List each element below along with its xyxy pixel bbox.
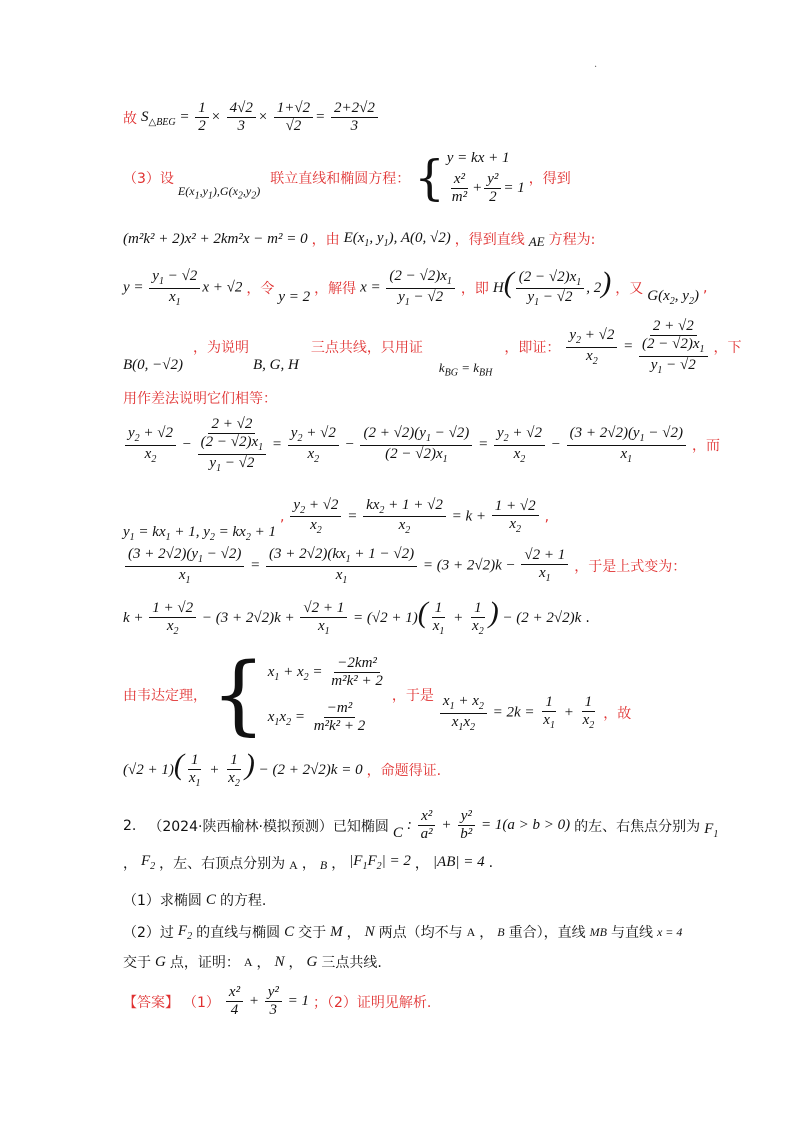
formula-n: N — [364, 923, 375, 940]
formula-b2: B — [497, 924, 505, 939]
second-term-line — [123, 546, 686, 586]
transformed-line: k + $\frac{1 + √2}{x_2}$ − (3 + 2√2)k + $\frac{√2 + 1}{x_1}$ = (√2 + 1)( $\frac{1}{x_1}$ + $\frac{1}{x_2}$ ) − (2 + 2√2)k . — [123, 596, 590, 637]
formula-y-values: $y_1 = kx_1 + 1$, $y_2 = kx_2 + 1$ — [123, 524, 276, 543]
gu-text: 故 — [123, 110, 137, 127]
formula-f2b: $F_2$ — [177, 922, 193, 942]
formula-difference: $\frac{y_2 + √2}{x_2}$ − $\frac{2 + √2}{\frac{(2 - √2)x_1}{y_1 - √2}}$ = $\frac{y_2 + √2}{x_2}$ − $\frac{(2 + √2)(y_1 - √2)}{(2 - √2)x_1}$ = $\frac{y_2 + √2}{x_2}$ − $\frac{(3 + 2√2)(y_1 - √2)}{x_1}$ — [123, 416, 688, 474]
q1-end: 的方程. — [219, 893, 267, 909]
jiede-text: ，解得 — [314, 281, 357, 298]
xia-text: ，下 — [713, 340, 742, 357]
area-result-line — [123, 100, 380, 136]
weishuoming-text: ，为说明 — [193, 340, 250, 357]
substitution-line: $y_1 = kx_1 + 1$, $y_2 = kx_2 + 1$ , $\frac{y_2 + √2}{x_2}$ = $\frac{kx_2 + 1 + √2}{x_2}$ = k + $\frac{1 + √2}{x_2}$ , — [123, 496, 550, 543]
formula-n2: N — [274, 953, 285, 970]
formula-g: G — [155, 953, 166, 970]
formula-conclusion: (√2 + 1)( $\frac{1}{x_1}$ + $\frac{1}{x_2}$ ) − (2 + 2√2)k = 0 — [123, 748, 363, 789]
q2-text-e: 重合），直线 — [508, 925, 586, 941]
answer-line — [123, 984, 431, 1020]
formula-vieta-result: $\frac{x_1 + x_2}{x_1x_2}$ = 2k = $\frac{1}{x_1}$ + $\frac{1}{x_2}$ — [438, 693, 599, 733]
question-2-line2: 交于 G 点，证明： A ， N ， G 三点共线. — [123, 953, 382, 971]
formula-points-ea: $E(x_1$, $y_1$), A(0, √2) — [343, 229, 451, 249]
answer-part1: （1） — [183, 994, 220, 1011]
formula-vieta: { $x_1 + x_2$ = $\frac{\text{−2km²}}{\text{m²k² + 2}}$ $x_1x_2$ = $\frac{\text{−m²}}{\text{m²k² + 2}}$ — [211, 645, 383, 745]
gu2-text: ，故 — [603, 706, 632, 722]
you2-text: ，又 — [615, 281, 644, 298]
formula-f1: $F_1$ — [704, 821, 719, 841]
diff-method-line — [123, 388, 277, 408]
lianli-text: 联立直线和椭圆方程： — [270, 171, 411, 188]
q2-text-d: 两点（均不与 — [378, 925, 463, 941]
question-2-line1: （2）过 $F_2$ 的直线与椭圆 C 交于 M ， N 两点（均不与 A ， B 重合），直线 MB 与直线 x = 4 — [123, 922, 683, 942]
q1-text: （1）求椭圆 — [123, 893, 202, 909]
formula-m: M — [330, 923, 343, 940]
formula-ae-eq: y = $\frac{y_1 - √2}{x_1}$ x + √2 — [123, 268, 243, 308]
formula-area: $S_{\triangle BEG}$ = $\frac{1}{2}$ × $\frac{4√2}{3}$ × $\frac{1+√2}{√2}$ = $\frac{2+2√2}{3}$ — [141, 100, 380, 136]
formula-b-point: B(0, −√2) — [123, 356, 184, 373]
yushi-text: ，于是上式变为： — [574, 559, 687, 575]
quadratic-line — [123, 228, 595, 250]
formula-ab: |AB| = 4 — [432, 854, 485, 870]
you-text: ，由 — [311, 232, 340, 248]
formula-mb: MB — [589, 924, 607, 939]
formula-slope-expand: $\frac{y_2 + √2}{x_2}$ = $\frac{kx_2 + 1 + √2}{x_2}$ = k + $\frac{1 + √2}{x_2}$ — [288, 497, 540, 537]
collinear-line — [123, 316, 742, 379]
formula-transformed: k + $\frac{1 + √2}{x_2}$ − (3 + 2√2)k + $\frac{√2 + 1}{x_1}$ = (√2 + 1)( $\frac{1}{x_1}$ + $\frac{1}{x_2}$ ) − (2 + 2√2)k — [123, 596, 582, 637]
q2-text-c: 交于 — [298, 925, 327, 941]
formula-kbg-kbh: $k_{BG} = k_{BH}$ — [438, 360, 493, 379]
part3-label: （3）设 — [123, 171, 174, 188]
fangcheng-text: 方程为: — [548, 232, 596, 248]
q2-text-g: 交于 — [123, 955, 151, 971]
line-ae-equation: y = $\frac{y_1 - √2}{x_1}$ x + √2 ，令 y = 2 ，解得 x = $\frac{(2 - √2)x_1}{y_1 - √2}$ ，即 H( $\frac{(2 - √2)x_1}{y_1 - √2}$ , 2) ，又 $G(x_2$, $y_2$) , — [123, 266, 708, 309]
problem-number: 2. — [123, 817, 137, 834]
formula-system-line-ellipse: { y = kx + 1 $\frac{\text{x²}}{\text{m²}}$ + $\frac{\text{y²}}{2}$ = 1 — [414, 150, 525, 207]
formula-a: A — [289, 858, 298, 872]
problem-2-line2: ， $F_2$ ，左、右顶点分别为 A ， B ， $|F_1F_2| = 2$ ， |AB| = 4 . — [123, 853, 494, 872]
vieta-line — [123, 645, 632, 745]
formula-g-point: $G(x_2$, $y_2$) — [647, 287, 699, 307]
ji-text: ，即 — [460, 281, 489, 298]
zuocha-text: 用作差法说明它们相等： — [123, 391, 277, 407]
formula-bgh: B, G, H — [253, 356, 299, 373]
formula-g2: G — [306, 953, 318, 970]
mingti-text: ，命题得证. — [366, 762, 442, 779]
q2-text-a: （2）过 — [123, 925, 174, 941]
diff-expression-line — [123, 416, 720, 474]
formula-c3: C — [284, 923, 295, 940]
formula-y2: y = 2 — [278, 288, 311, 305]
q2-text-i: 三点共线. — [321, 955, 382, 971]
sandian-text: 三点共线，只用证 — [310, 340, 423, 357]
formula-points-eg: $E(x_1,y_1),G(x_2,y_2)$ — [177, 183, 261, 201]
formula-equal-slopes: $\frac{y_2 + √2}{x_2}$ = $\frac{2 + √2}{\frac{(2 - √2)x_1}{y_1 - √2}}$ — [564, 318, 709, 376]
formula-a3: A — [243, 954, 253, 969]
formula-a2: A — [466, 924, 476, 939]
page-mark: · — [594, 62, 598, 73]
problem-line2-text: ，左、右顶点分别为 — [159, 855, 286, 872]
er-text: ，而 — [691, 438, 720, 454]
formula-b: B — [319, 858, 328, 872]
answer-part2: ；（2）证明见解析. — [312, 994, 432, 1011]
weida-text: 由韦达定理， — [123, 688, 207, 704]
formula-c: C — [392, 825, 403, 842]
yushi2-text: ，于是 — [391, 688, 434, 704]
formula-x4: x = 4 — [656, 924, 683, 939]
q2-text-f: 与直线 — [610, 925, 653, 941]
q2-text-h: 点，证明： — [169, 955, 240, 971]
formula-ellipse-eq: : $\frac{\text{x²}}{\text{a²}}$ + $\frac{\text{y²}}{\text{b²}}$ = 1(a > b > 0) — [406, 808, 571, 843]
problem-text1: 的左、右焦点分别为 — [574, 818, 701, 835]
formula-ae: AE — [528, 234, 545, 249]
ling-text: ，令 — [246, 281, 275, 298]
formula-f1f2: $|F_1F_2| = 2$ — [349, 853, 411, 872]
q2-text-b: 的直线与椭圆 — [196, 925, 281, 941]
formula-quadratic: (m²k² + 2)x² + 2km²x − m² = 0 — [123, 230, 308, 247]
answer-label: 【答案】 — [123, 994, 179, 1011]
formula-h-point: H( $\frac{(2 - √2)x_1}{y_1 - √2}$ , 2) — [492, 266, 612, 309]
problem-source: （2024·陕西榆林·模拟预测）已知椭圆 — [148, 818, 389, 835]
problem-2-line1 — [123, 808, 718, 844]
conclusion-line — [123, 750, 441, 789]
formula-c2: C — [205, 891, 216, 908]
formula-second-term: $\frac{(3 + 2√2)(y_1 - √2)}{x_1}$ = $\frac{(3 + 2√2)(kx_1 + 1 - √2)}{x_1}$ = (3 + 2√2)k − $\frac{√2 + 1}{x_1}$ — [123, 546, 570, 586]
part3-setup-line — [123, 150, 571, 207]
formula-x-solution: x = $\frac{(2 - √2)x_1}{y_1 - √2}$ — [360, 268, 457, 308]
formula-f2: $F_2$ — [141, 853, 156, 872]
dedao-text: ，得到 — [528, 171, 571, 188]
question-1 — [123, 890, 266, 910]
dedao-line-text: ，得到直线 — [454, 232, 525, 248]
jizheng-text: ，即证： — [504, 340, 561, 357]
formula-answer-ellipse: $\frac{\text{x²}}{4}$ + $\frac{\text{y²}}{3}$ = 1 — [224, 984, 309, 1020]
